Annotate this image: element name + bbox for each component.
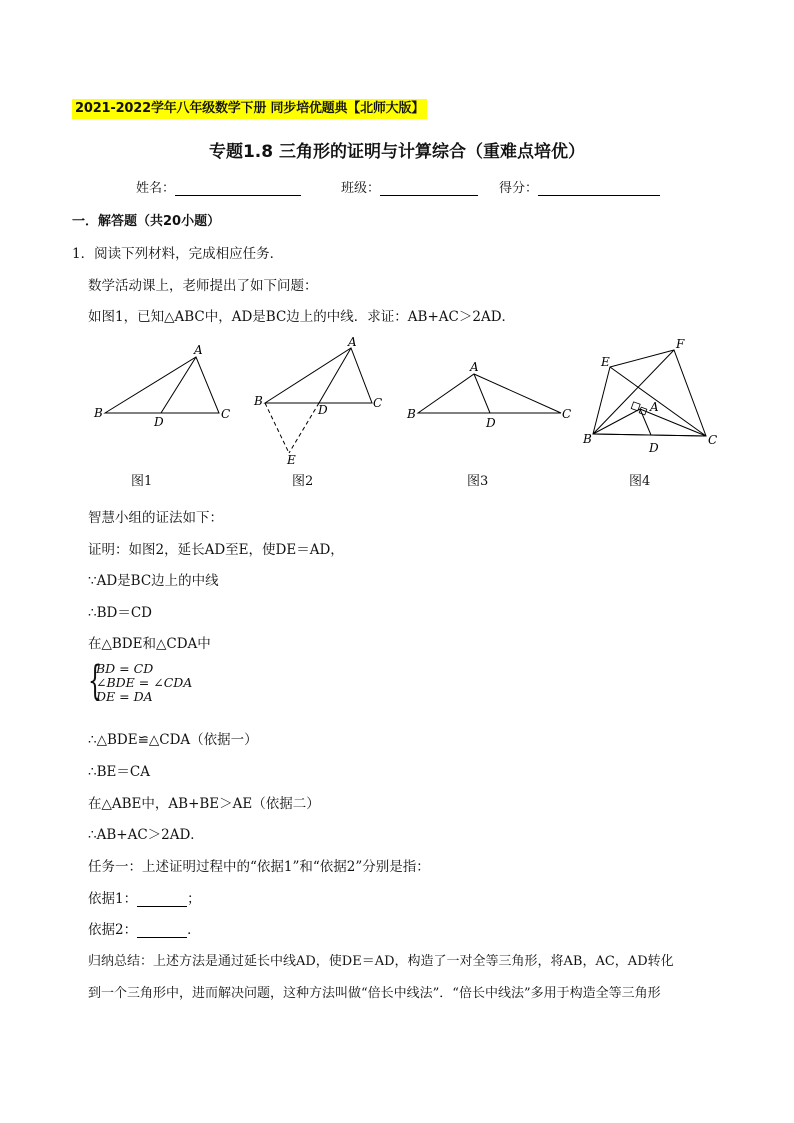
basis-1-blank[interactable] (137, 893, 187, 907)
fig4-caption: 图4 (629, 474, 651, 489)
fig3-triangle (418, 374, 561, 413)
figure-2 (253, 335, 382, 467)
class-field (341, 177, 478, 196)
figure-3 (406, 360, 571, 430)
fig2-label-e: E (287, 453, 296, 467)
brace-symbol: { (88, 658, 102, 704)
name-blank (175, 181, 301, 196)
fig4-label-e: E (601, 355, 610, 369)
equation-line-2: ∠BDE = ∠CDA (96, 675, 193, 690)
basis-1-row (88, 887, 201, 907)
fig2-median (319, 348, 351, 403)
basis-2-blank[interactable] (137, 924, 187, 938)
proof-step-1: 证明：如图2，延长AD至E，使DE＝AD， (88, 542, 344, 558)
name-field (136, 177, 301, 196)
fig2-label-a: A (348, 335, 357, 349)
fig2-be-segment (265, 403, 289, 453)
figure-4 (582, 337, 717, 455)
fig4-ab (593, 409, 640, 434)
fig4-label-b: B (583, 432, 592, 446)
fig2-label-d: D (318, 403, 328, 417)
fig2-extension (289, 403, 319, 453)
basis-2-label: 依据2： (88, 922, 138, 938)
proof-intro: 智慧小组的证法如下： (88, 510, 223, 526)
equation-lines (96, 662, 192, 704)
fig1-median (161, 357, 196, 413)
problem-line-1: 1．阅读下列材料，完成相应任务． (72, 246, 284, 262)
fig2-triangle (265, 348, 372, 403)
fig3-caption: 图3 (467, 474, 489, 489)
basis-2-row (88, 918, 201, 938)
fig4-label-f: F (676, 337, 685, 351)
proof-step-5: ∴△BDE≌△CDA（依据一） (88, 732, 258, 748)
class-label: 班级： (341, 181, 381, 196)
equation-line-3: DE = DA (96, 689, 153, 704)
proof-step-7: 在△ABE中，AB+BE＞AE（依据二） (88, 796, 320, 812)
fig4-label-c: C (708, 433, 718, 447)
fig4-label-a: A (650, 400, 659, 414)
basis-2-end: ． (187, 922, 201, 938)
class-blank (380, 181, 478, 196)
fig4-bc (593, 434, 706, 436)
problem-line-2: 数学活动课上，老师提出了如下问题： (88, 278, 318, 294)
score-blank (538, 181, 660, 196)
fig1-label-c: C (221, 407, 231, 421)
fig1-triangle (105, 357, 219, 413)
fig1-label-a: A (194, 343, 203, 357)
proof-step-2: ∵AD是BC边上的中线 (88, 573, 219, 589)
summary-line-1: 归纳总结：上述方法是通过延长中线AD，使DE＝AD，构造了一对全等三角形，将AB，AC，AD转化 (88, 954, 674, 969)
score-label: 得分： (499, 181, 539, 196)
fig1-label-b: B (94, 406, 103, 420)
fig1-label-d: D (154, 415, 164, 429)
proof-step-8: ∴AB+AC＞2AD． (88, 827, 204, 843)
basis-1-label: 依据1： (88, 891, 138, 907)
fig2-label-c: C (373, 396, 383, 410)
fig3-label-c: C (562, 407, 572, 421)
basis-1-end: ； (187, 891, 201, 907)
fig3-label-b: B (407, 407, 416, 421)
task-line-1: 任务一：上述证明过程中的“依据1”和“依据2”分别是指： (88, 859, 430, 875)
proof-step-3: ∴BD＝CD (88, 605, 152, 621)
fig3-label-a: A (470, 360, 479, 374)
equation-line-1: BD = CD (96, 661, 154, 676)
problem-line-3: 如图1，已知△ABC中，AD是BC边上的中线．求证：AB+AC＞2AD． (88, 309, 516, 325)
fig2-label-b: B (254, 394, 263, 408)
page-title: 专题1.8 三角形的证明与计算综合（重难点培优） (208, 142, 586, 162)
name-label: 姓名： (136, 181, 176, 196)
fig2-caption: 图2 (292, 474, 314, 489)
summary-line-2: 到一个三角形中，进而解决问题，这种方法叫做“倍长中线法”．“倍长中线法”多用于构造全等三角形 (88, 986, 661, 1001)
figures (0, 330, 794, 475)
proof-step-6: ∴BE＝CA (88, 764, 150, 780)
fig1-caption: 图1 (131, 474, 153, 489)
fig4-outline (593, 350, 706, 436)
proof-step-4: 在△BDE和△CDA中 (88, 636, 211, 652)
fig3-label-d: D (486, 416, 496, 430)
fig4-label-d: D (649, 441, 659, 455)
figure-1 (93, 343, 230, 429)
score-field (499, 177, 660, 196)
header-tag: 2021-2022学年八年级数学下册 同步培优题典【北师大版】 (72, 99, 427, 119)
section-heading: 一．解答题（共20小题） (72, 214, 221, 229)
